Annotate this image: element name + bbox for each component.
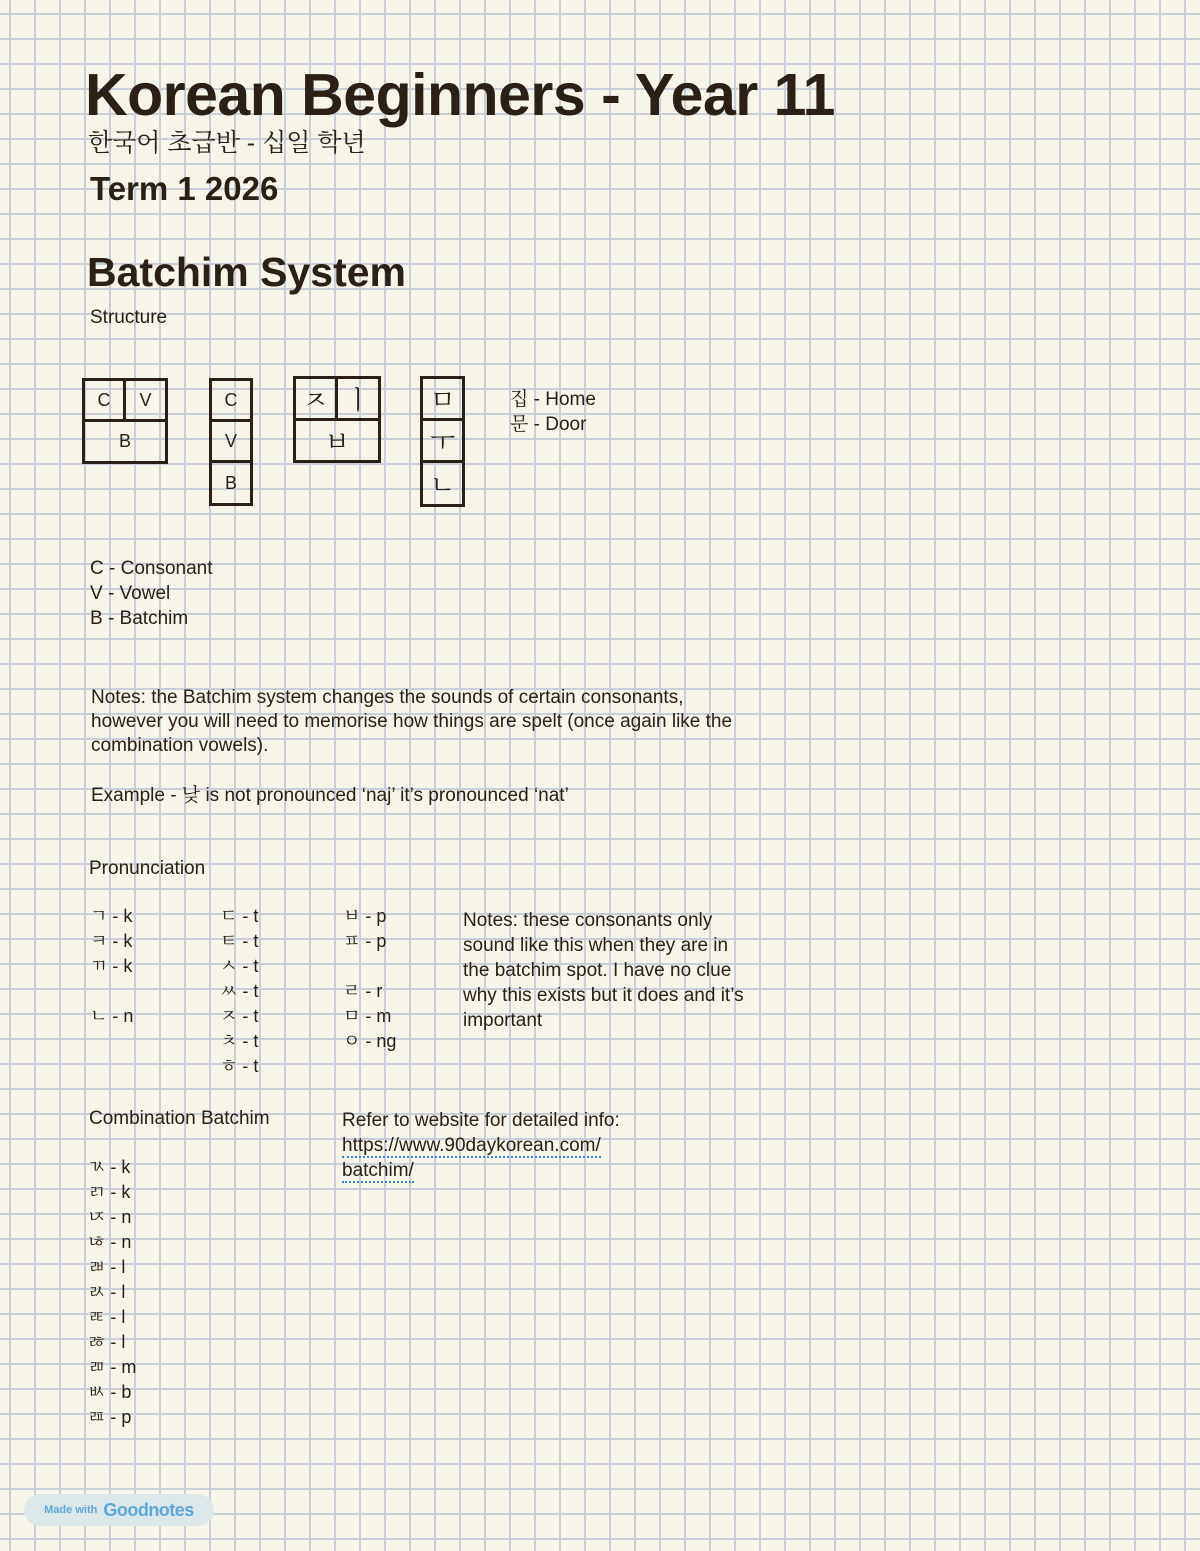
pronunciation-note bbox=[463, 908, 744, 1033]
website-link-line2[interactable]: batchim/ bbox=[342, 1160, 414, 1181]
notes-line: Notes: the Batchim system changes the sounds of certain consonants, bbox=[91, 687, 684, 708]
page-subtitle-korean: 한국어 초급반 - 십일 학년 bbox=[88, 129, 366, 157]
combination-heading: Combination Batchim bbox=[89, 1108, 270, 1129]
section-heading: Batchim System bbox=[87, 249, 407, 295]
note-line: why this exists but it does and it’s bbox=[463, 985, 744, 1006]
list-item: ㄱ - k bbox=[90, 906, 133, 926]
list-item: ㄽ - l bbox=[88, 1282, 126, 1302]
list-item: ㄹ - r bbox=[343, 981, 383, 1001]
goodnotes-badge bbox=[24, 1494, 214, 1526]
list-item: ㅀ - l bbox=[88, 1332, 126, 1352]
made-with-text: Made with bbox=[44, 1504, 98, 1516]
page-title: Korean Beginners - Year 11 bbox=[85, 62, 835, 128]
list-item: ㅎ - t bbox=[220, 1056, 259, 1076]
list-item: ㄳ - k bbox=[88, 1157, 131, 1177]
goodnotes-logo-text: Goodnotes bbox=[103, 1499, 194, 1520]
website-link-continued[interactable] bbox=[342, 1158, 414, 1183]
list-item: ㅂ - p bbox=[343, 906, 387, 926]
list-item bbox=[343, 954, 396, 979]
notes-example: Example - 낮 is not pronounced ‘naj’ it’s pronounced ‘nat’ bbox=[91, 785, 569, 806]
pronunciation-heading: Pronunciation bbox=[89, 858, 206, 879]
diagram-cell-vowel: V bbox=[209, 419, 253, 463]
diagram-cell-vowel: ㅜ bbox=[420, 418, 465, 463]
list-item: ㄻ - m bbox=[88, 1357, 137, 1377]
combination-list bbox=[88, 1155, 136, 1430]
list-item: ㅍ - p bbox=[343, 931, 387, 951]
list-item: ㅅ - t bbox=[220, 956, 259, 976]
diagram-cell-consonant: ㅁ bbox=[420, 376, 465, 421]
diagram-cell-consonant: C bbox=[82, 378, 126, 422]
list-item bbox=[90, 979, 133, 1004]
diagram-cell-consonant: ㅈ bbox=[293, 376, 338, 421]
diagram-cell-vowel: V bbox=[123, 378, 168, 422]
website-link[interactable] bbox=[342, 1133, 601, 1158]
list-item: ㄼ - l bbox=[88, 1257, 126, 1277]
list-item: ㅄ - b bbox=[88, 1382, 132, 1402]
pronunciation-column-p-r-m-ng bbox=[343, 904, 396, 1054]
notes-line: however you will need to memorise how things are spelt (once again like the bbox=[91, 711, 733, 732]
example-word-jip: 집 - Home bbox=[510, 389, 596, 410]
note-line: important bbox=[463, 1010, 543, 1031]
diagram-cell-batchim: ㅂ bbox=[293, 418, 381, 463]
diagram-cell-batchim: B bbox=[209, 460, 253, 506]
structure-label: Structure bbox=[90, 307, 168, 328]
legend-vowel: V - Vowel bbox=[90, 583, 171, 604]
pronunciation-column-t bbox=[220, 904, 258, 1079]
example-word-mun: 문 - Door bbox=[510, 414, 587, 435]
term-label: Term 1 2026 bbox=[90, 170, 279, 207]
note-line: the batchim spot. I have no clue bbox=[463, 960, 732, 981]
list-item: ㅁ - m bbox=[343, 1006, 392, 1026]
website-link-line1[interactable]: https://www.90daykorean.com/ bbox=[342, 1135, 601, 1156]
list-item: ㅋ - k bbox=[90, 931, 133, 951]
list-item: ㅌ - t bbox=[220, 931, 259, 951]
list-item: ㄺ - k bbox=[88, 1182, 131, 1202]
diagram-cell-batchim: ㄴ bbox=[420, 460, 465, 507]
list-item: ㄴ - n bbox=[90, 1006, 134, 1026]
list-item: ㄶ - n bbox=[88, 1232, 132, 1252]
list-item: ㅇ - ng bbox=[343, 1031, 397, 1051]
note-line: Notes: these consonants only bbox=[463, 910, 713, 931]
list-item: ㅆ - t bbox=[220, 981, 259, 1001]
pronunciation-column-k-n bbox=[90, 904, 133, 1029]
list-item: ㄿ - p bbox=[88, 1407, 132, 1427]
list-item: ㅈ - t bbox=[220, 1006, 259, 1026]
list-item: ㄾ - l bbox=[88, 1307, 126, 1327]
list-item: ㄷ - t bbox=[220, 906, 259, 926]
legend-consonant: C - Consonant bbox=[90, 558, 213, 579]
diagram-cell-batchim: B bbox=[82, 419, 168, 464]
legend-batchim: B - Batchim bbox=[90, 608, 189, 629]
list-item: ㄲ - k bbox=[90, 956, 133, 976]
diagram-cell-vowel: ㅣ bbox=[335, 376, 381, 421]
note-line: sound like this when they are in bbox=[463, 935, 729, 956]
list-item: ㅊ - t bbox=[220, 1031, 259, 1051]
notes-line: combination vowels). bbox=[91, 735, 269, 756]
list-item: ㄵ - n bbox=[88, 1207, 132, 1227]
refer-text: Refer to website for detailed info: bbox=[342, 1110, 620, 1131]
diagram-cell-consonant: C bbox=[209, 378, 253, 422]
